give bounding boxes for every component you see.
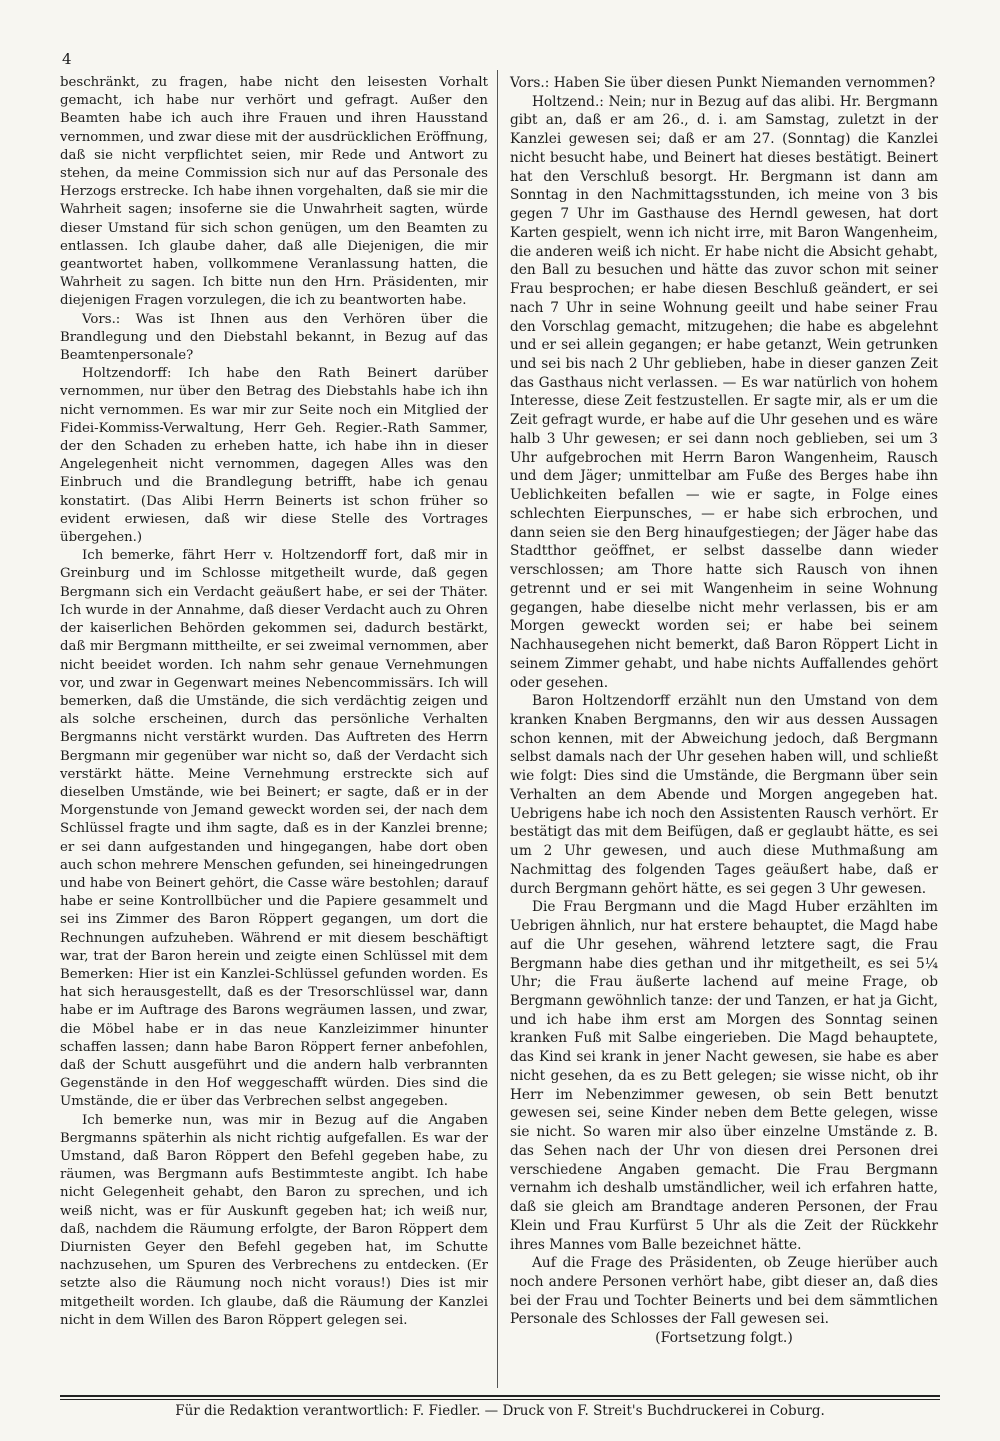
paragraph: Holtzend.: Nein; nur in Bezug auf das alibi. Hr. Bergmann gibt an, daß er am 26., d. i. am Samstag, zuletzt in der Kanzlei gewesen sei; daß er am 27. (Sonntag) die Kanzlei nicht besucht habe, und Beinert hat dieses bestätigt. Beinert hat den Verschluß besorgt. Hr. Bergmann ist dann am Sonntag in den Nachmittagsstunden, ich meine von 3 bis gegen 7 Uhr im Gasthause des Herndl gewesen, hat dort Karten gespielt, wenn ich nicht irre, mit Baron Wangenheim, die anderen weiß ich nicht. Er habe nicht die Absicht gehabt, den Ball zu besuchen und hätte das zuvor schon mit seiner Frau besprochen; er habe diesen Beschluß geändert, er sei nach 7 Uhr in seine Wohnung geeilt und habe seiner Frau den Vorschlag gemacht, mitzugehen; die habe es abgelehnt und er sei allein gegangen; er habe getanzt, Wein getrunken und sei bis nach 2 Uhr geblieben, habe in dieser ganzen Zeit das Gasthaus nicht verlassen. — Es war natürlich von hohem Interesse, diese Zeit festzustellen. Er sagte mir, als er um die Zeit gefragt wurde, er habe auf die Uhr gesehen und es wäre halb 3 Uhr gewesen; er sei dann noch geblieben, sei um 3 Uhr aufgebrochen mit Herrn Baron Wangenheim, Rausch und dem Jäger; unmittelbar am Fuße des Berges habe ihn Ueblichkeiten befallen — wie er sagte, in Folge eines schlechten Eierpunsches, — er habe sich erbrochen, und dann seien sie den Berg hinaufgestiegen; der Jäger habe das Stadtthor geöffnet, er selbst dasselbe dann wieder verschlossen; am Thore hatte sich Rausch von ihnen getrennt und er sei mit Wangenheim in seine Wohnung gegangen, habe dieselbe nicht mehr verlassen, bis er am Morgen geweckt worden sei; er habe bei seinem Nachhausegehen nicht bemerkt, daß Baron Röppert Licht in seinem Zimmer gehabt, und habe nichts Auffallendes gehört oder gesehen. — [510, 93, 938, 691]
footer-rule — [60, 1395, 940, 1397]
paragraph: Die Frau Bergmann und die Magd Huber erzählten im Uebrigen ähnlich, nur hat erstere behauptet, die Magd habe auf die Uhr gesehen, während letztere sagt, die Frau Bergmann habe dies gethan und ihr mitgetheilt, es sei 5¼ Uhr; die Frau äußerte lachend auf meine Frage, ob Bergmann gewöhnlich tanze: der und Tanzen, er hat ja Gicht, und ich habe ihm erst am Morgen des Sonntag seinen kranken Fuß mit Salbe eingerieben. Die Magd behauptete, das Kind sei krank in jener Nacht gewesen, sie habe es aber nicht gesehen, da es zu Bett gelegen; sie wisse nicht, ob ihr Herr im Nebenzimmer gewesen, ob sein Bett benutzt gewesen sei, seine Kinder neben dem Bette gelegen, wisse sie nicht. So waren mir also über einzelne Umstände z. B. das Sehen nach der Uhr von diesen drei Personen drei verschiedene Angaben gemacht. Die Frau Bergmann vernahm ich deshalb umständlicher, weil ich erfahren hatte, daß sie gleich am Brandtage anderen Personen, der Frau Klein und Frau Kurfürst 5 Uhr als die Zeit der Rückkehr ihres Mannes vom Balle bezeichnet hätte. — [510, 899, 938, 1253]
paragraph: Baron Holtzendorff erzählt nun den Umstand von dem kranken Knaben Bergmanns, den wir aus dessen Aussagen schon kennen, mit der Abweichung jedoch, daß Bergmann selbst damals nach der Uhr gesehen haben will, und schließt wie folgt: Dies sind die Umstände, die Bergmann über sein Verhalten an dem Abende und Morgen angegeben hat. Uebrigens habe ich noch den Assistenten Rausch verhört. Er bestätigt das mit dem Beifügen, daß er geglaubt hätte, es sei um 2 Uhr gewesen, und auch diese Muthmaßung am Nachmittag des folgenden Tages geäußert habe, daß er durch Bergmann gehört hätte, es sei gegen 3 Uhr gewesen. — [510, 693, 938, 897]
paragraph: beschränkt, zu fragen, habe nicht den leisesten Vorhalt gemacht, ich habe nur verhört und gefragt. Außer den Beamten habe ich auch ihre Frauen und ihren Hausstand vernommen, und zwar diese mit der ausdrücklichen Eröffnung, daß sie nicht verpflichtet seien, mir Rede und Antwort zu stehen, da meine Commission sich nur auf das Personale des Herzogs erstrecke. Ich habe ihnen vorgehalten, daß sie mir die Wahrheit sagen; insoferne sie die Unwahrheit sagten, würde dieser Umstand für sich schon genügen, um den Beamten zu entlassen. Ich glaube daher, daß alle Diejenigen, die mir geantwortet haben, vollkommene Veranlassung hatten, die Wahrheit zu sagen. Ich bitte nun den Hrn. Präsidenten, mir diejenigen Fragen vorzulegen, die ich zu beantworten habe. — [60, 75, 488, 309]
column-divider — [497, 70, 498, 1388]
left-column — [60, 74, 488, 1330]
page-number: 4 — [62, 50, 72, 68]
paragraph: Auf die Frage des Präsidenten, ob Zeuge hierüber auch noch andere Personen verhört habe, gibt dieser an, daß dies bei der Frau und Tochter Beinerts und bei dem sämmtlichen Personale des Schlosses der Fall gewesen sei. — [510, 1255, 938, 1328]
footer-rule-thin — [60, 1399, 940, 1400]
paragraph: Holtzendorff: Ich habe den Rath Beinert darüber vernommen, nur über den Betrag des Diebstahls habe ich ihn nicht vernommen. Es war mir zur Seite noch ein Mitglied der Fidei-Kommiss-Verwaltung, Herr Geh. Regier.-Rath Sammer, der den Schaden zu erheben hatte, ich habe ihn in dieser Angelegenheit nicht vernommen, dagegen Alles was den Einbruch und die Brandlegung betrifft, habe ich genau konstatirt. (Das Alibi Herrn Beinerts ist schon früher so evident erwiesen, daß wir diese Stelle des Vortrages übergehen.) — [60, 366, 488, 546]
right-column — [510, 74, 938, 1348]
imprint-footer: Für die Redaktion verantwortlich: F. Fiedler. — Druck von F. Streit's Buchdruckerei in Coburg. — [175, 1403, 825, 1419]
paragraph: Ich bemerke nun, was mir in Bezug auf die Angaben Bergmanns späterhin als nicht richtig aufgefallen. Es war der Umstand, daß Baron Röppert den Befehl gegeben habe, zu räumen, was Bergmann aufs Bestimmteste angibt. Ich habe nicht Gelegenheit gehabt, den Baron zu sprechen, und ich weiß nicht, was er für Auskunft gegeben hat; ich weiß nur, daß, nachdem die Räumung erfolgte, der Baron Röppert dem Diurnisten Geyer den Befehl gegeben hat, im Schutte nachzusehen, um Spuren des Verbrechens zu entdecken. (Er setzte also die Räumung noch nicht voraus!) Dies ist mir mitgetheilt worden. Ich glaube, daß die Räumung der Kanzlei nicht in dem Willen des Baron Röppert gelegen sei. — [60, 1112, 488, 1328]
continuation-note: (Fortsetzung folgt.) — [655, 1330, 793, 1347]
paragraph: Ich bemerke, fährt Herr v. Holtzendorff fort, daß mir in Greinburg und im Schlosse mitgetheilt wurde, daß gegen Bergmann sich ein Verdacht geäußert habe, er sei der Thäter. Ich wurde in der Annahme, daß dieser Verdacht auch zu Ohren der kaiserlichen Behörden gekommen sei, dadurch bestärkt, daß mir Bergmann mittheilte, er sei zweimal vernommen, aber nicht beeidet worden. Ich nahm sehr genaue Vernehmungen vor, und zwar in Gegenwart meines Nebencommissärs. Ich will bemerken, daß die Umstände, die sich verdächtig zeigen und als solche erscheinen, durch das persönliche Verhalten Bergmanns nicht verstärkt wurden. Das Auftreten des Herrn Bergmann mir gegenüber war nicht so, daß der Verdacht sich verstärkt hätte. Meine Vernehmung erstreckte sich auf dieselben Umstände, wie bei Beinert; er sagte, daß er in der Morgenstunde von Jemand geweckt worden sei, der nach dem Schlüssel fragte und ihm sagte, daß es in der Kanzlei brenne; er sei dann aufgestanden und hingegangen, habe dort oben auch schon mehrere Menschen gefunden, sei hineingedrungen und habe von Beinert gehört, die Casse wäre bestohlen; darauf habe er seine Kontrollbücher und die Papiere gesammelt und sei ins Zimmer des Baron Röppert gegangen, um dort die Rechnungen aufzuheben. Während er mit diesem beschäftigt war, trat der Baron herein und zeigte einen Schlüssel mit dem Bemerken: Hier ist ein Kanzlei-Schlüssel gefunden worden. Es hat sich herausgestellt, daß es der Tresorschlüssel war, dann habe er im Auftrage des Barons wegräumen lassen, und zwar, die Möbel habe er in das neue Kanzleizimmer hinunter schaffen lassen; dann habe Baron Röppert ferner anbefohlen, daß der Schutt ausgeführt und die andern halb verbrannten Gegenstände in den Hof weggeschafft würden. Dies sind die Umstände, die er über das Verbrechen selbst angegeben. — [60, 548, 488, 1110]
paragraph: Vors.: Haben Sie über diesen Punkt Niemanden vernommen? — [510, 75, 936, 91]
paragraph: Vors.: Was ist Ihnen aus den Verhören über die Brandlegung und den Diebstahl bekannt, in Bezug auf das Beamtenpersonale? — [60, 311, 488, 364]
